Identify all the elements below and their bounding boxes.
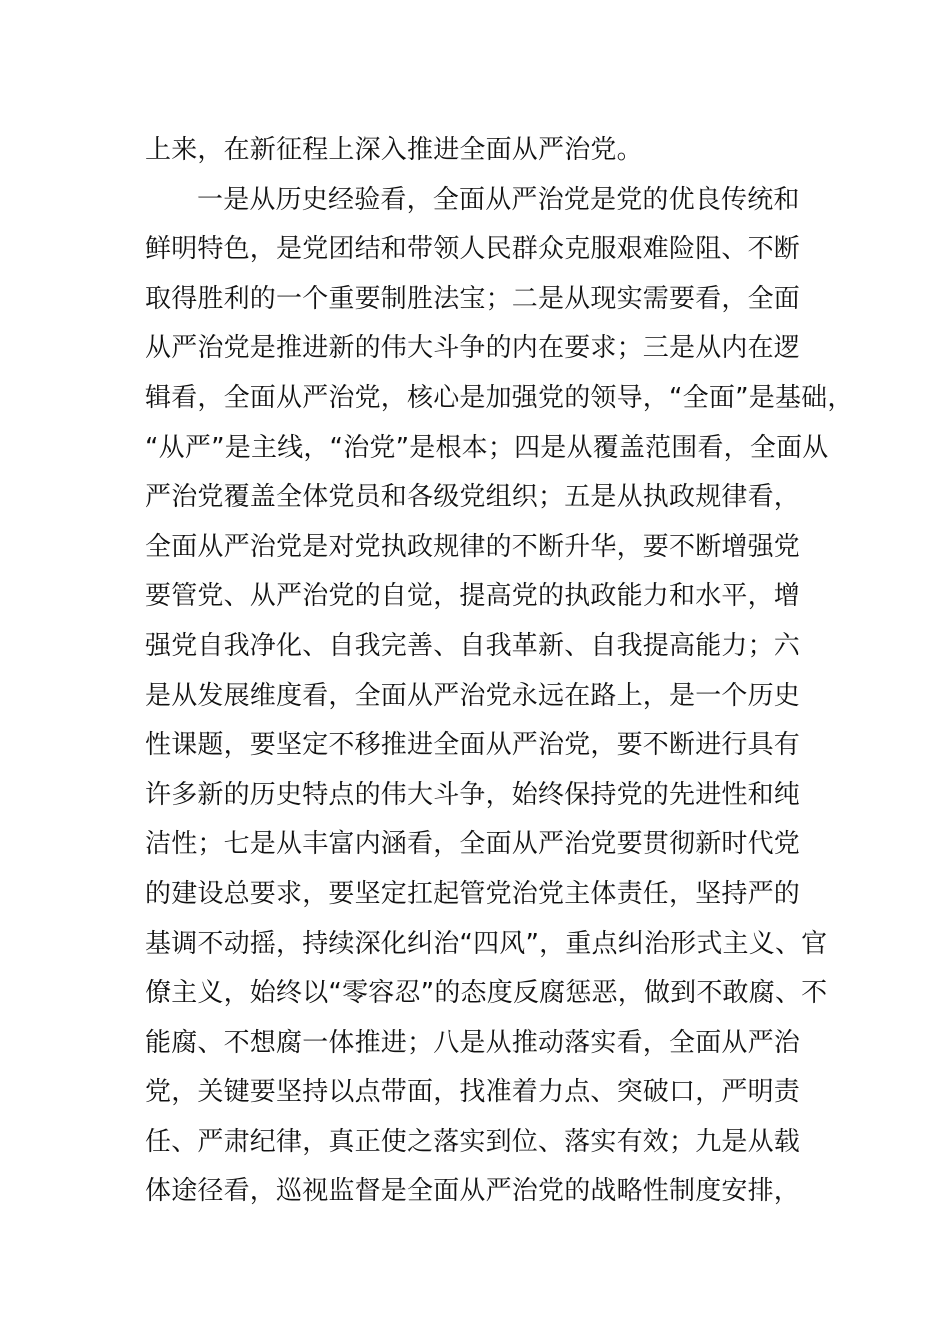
text-line: 鲜明特色，是党团结和带领人民群众克服艰难险阻、不断 [145,234,801,265]
text-line: 上来，在新征程上深入推进全面从严治党。 [145,135,643,165]
text-line: 是从发展维度看，全面从严治党永远在路上，是一个历史 [145,680,801,711]
text-line: 任、严肃纪律，真正使之落实到位、落实有效；九是从载 [145,1126,801,1157]
text-line: 洁性；七是从丰富内涵看，全面从严治党要贯彻新时代党 [145,829,801,860]
text-line: 辑看，全面从严治党，核心是加强党的领导，“全面”是基础， [145,382,854,413]
paragraph-start-line: 一是从历史经验看，全面从严治党是党的优良传统和 [197,184,800,215]
text-line: 取得胜利的一个重要制胜法宝；二是从现实需要看，全面 [145,283,801,314]
text-line: 能腐、不想腐一体推进；八是从推动落实看，全面从严治 [145,1027,801,1058]
text-line: 从严治党是推进新的伟大斗争的内在要求；三是从内在逻 [145,333,801,364]
text-line: 性课题，要坚定不移推进全面从严治党，要不断进行具有 [145,730,801,761]
body-text [145,126,854,1217]
text-line: 强党自我净化、自我完善、自我革新、自我提高能力；六 [145,630,801,661]
text-line: “从严”是主线，“治党”是根本；四是从覆盖范围看，全面从 [145,432,829,463]
text-line: 许多新的历史特点的伟大斗争，始终保持党的先进性和纯 [145,779,801,810]
text-line: 僚主义，始终以“零容忍”的态度反腐惩恶，做到不敢腐、不 [145,978,828,1009]
text-line: 全面从严治党是对党执政规律的不断升华，要不断增强党 [145,531,801,562]
text-line: 基调不动摇，持续深化纠治“四风”，重点纠治形式主义、官 [145,928,828,959]
text-line: 党，关键要坚持以点带面，找准着力点、突破口，严明责 [145,1077,801,1108]
text-line: 要管党、从严治党的自觉，提高党的执政能力和水平，增 [145,581,801,612]
text-line: 的建设总要求，要坚定扛起管党治党主体责任，坚持严的 [145,878,801,909]
text-line: 体途径看，巡视监督是全面从严治党的战略性制度安排， [145,1176,801,1207]
text-line: 严治党覆盖全体党员和各级党组织；五是从执政规律看， [145,482,801,513]
